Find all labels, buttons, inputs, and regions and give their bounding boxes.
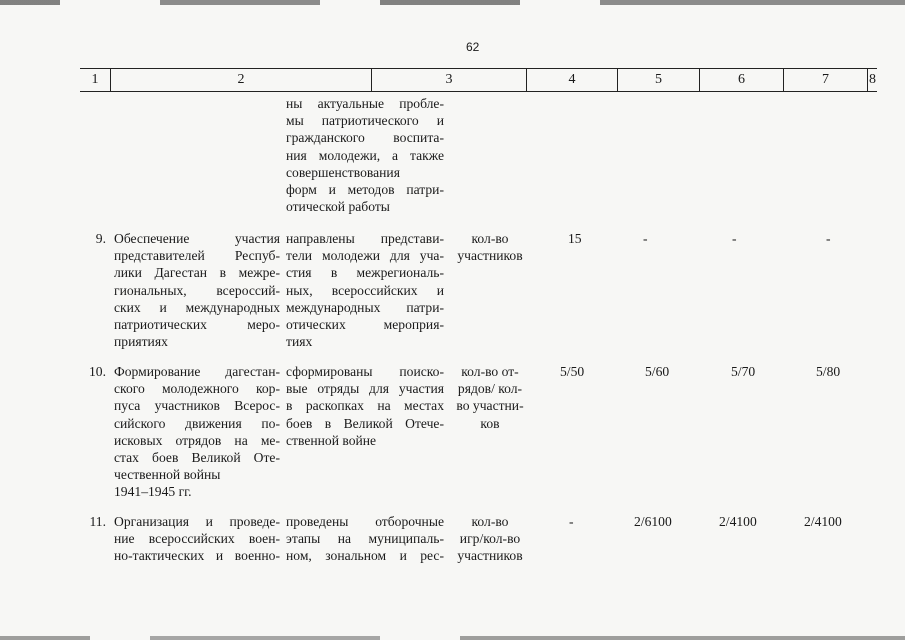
text-line: направлены представи- [286,231,444,246]
row-unit [446,363,534,432]
text-line: ния молодежи, а также [286,147,444,163]
header-col-1: 1 [91,72,99,87]
page-number: 62 [466,40,480,54]
text-line: ние всероссийских воен- [114,531,280,547]
text-line: патриотических меро- [114,317,280,333]
header-col-2: 2 [110,69,371,91]
text-line: Формирование дагестан- [114,364,280,379]
text-line: гражданского воспита- [286,130,444,146]
row-number: 10. [89,364,106,379]
text-line: приятиях [114,334,168,350]
text-line: ственной войне [286,432,377,448]
header-col-7: 7 [783,69,867,91]
text-line: ных, всероссийских и [286,282,444,298]
row-result [286,230,444,350]
row-value-col6: 5/60 [645,364,670,379]
text-line: ном, зональном и рес- [286,548,444,564]
text-line: ских и международных [114,299,280,315]
text-line: лики Дагестан в межре- [114,265,280,281]
text-line: сийского движения по- [114,415,280,431]
text-line: в раскопках на местах [286,398,444,414]
row-result [286,513,444,565]
text-line: рядов/ кол- [457,381,523,397]
row-value-col6: - [643,231,648,246]
text-line: тели молодежи для уча- [286,248,444,264]
text-line: игр/кол-во [459,531,521,547]
text-line: отической работы [286,199,390,215]
text-line: участников [457,248,523,264]
row-value-col7: - [732,231,737,246]
continuation-col3 [286,95,444,215]
text-line: участников [457,548,523,564]
row-number: 11. [89,514,106,529]
text-line: ков [480,415,500,431]
text-line: ны актуальные пробле- [286,96,444,111]
row-value-col8: 2/4100 [804,514,842,529]
text-line: ского молодежного кор- [114,381,280,397]
row-value-col7: 5/70 [731,364,756,379]
text-line: международных патри- [286,299,444,315]
scan-edge-top [0,0,905,5]
text-line: боев в Великой Отече- [286,415,444,431]
text-line: форм и методов патри- [286,182,444,198]
text-line: сформированы поиско- [286,364,444,379]
text-line: чественной войны [114,467,221,483]
text-line: отических мероприя- [286,317,444,333]
text-line: мы патриотического и [286,113,444,129]
text-line: тиях [286,334,313,350]
row-value-col8: 5/80 [816,364,841,379]
row-measure [114,230,280,350]
row-value-col6: 2/6100 [634,514,672,529]
text-line: вые отряды для участия [286,381,444,397]
row-value-col5: 5/50 [560,364,585,379]
text-line: 1941–1945 гг. [114,484,192,500]
text-line: но-тактических и военно- [114,548,280,564]
header-col-5: 5 [617,69,699,91]
text-line: гиональных, всероссий- [114,282,280,298]
row-number: 9. [95,231,106,246]
text-line: представителей Респуб- [114,248,280,264]
row-value-col5: 15 [568,231,582,246]
text-line: кол-во от- [461,364,519,379]
text-line: пуса участников Всерос- [114,398,280,414]
text-line: кол-во [471,514,509,529]
text-line: Обеспечение участия [114,231,280,246]
row-value-col7: 2/4100 [719,514,757,529]
row-measure [114,363,280,501]
text-line: стах боев Великой Оте- [114,450,280,466]
text-line: проведены отборочные [286,514,444,529]
row-measure [114,513,280,565]
row-value-col5: - [569,514,574,529]
row-unit [446,230,534,264]
table-header-row [80,68,877,92]
header-col-3: 3 [371,69,526,91]
scan-edge-bottom [0,636,905,640]
text-line: этапы на муниципаль- [286,531,444,547]
row-unit [446,513,534,565]
text-line: стия в межрегиональ- [286,265,444,281]
text-line: Организация и проведе- [114,514,280,529]
text-line: во участни- [456,398,524,414]
text-line: совершенствования [286,164,400,180]
text-line: исковых отрядов на ме- [114,432,280,448]
row-value-col8: - [826,231,831,246]
text-line: кол-во [471,231,509,246]
row-result [286,363,444,449]
header-col-8: 8 [867,69,877,91]
header-col-6: 6 [699,69,783,91]
header-col-4: 4 [526,69,617,91]
